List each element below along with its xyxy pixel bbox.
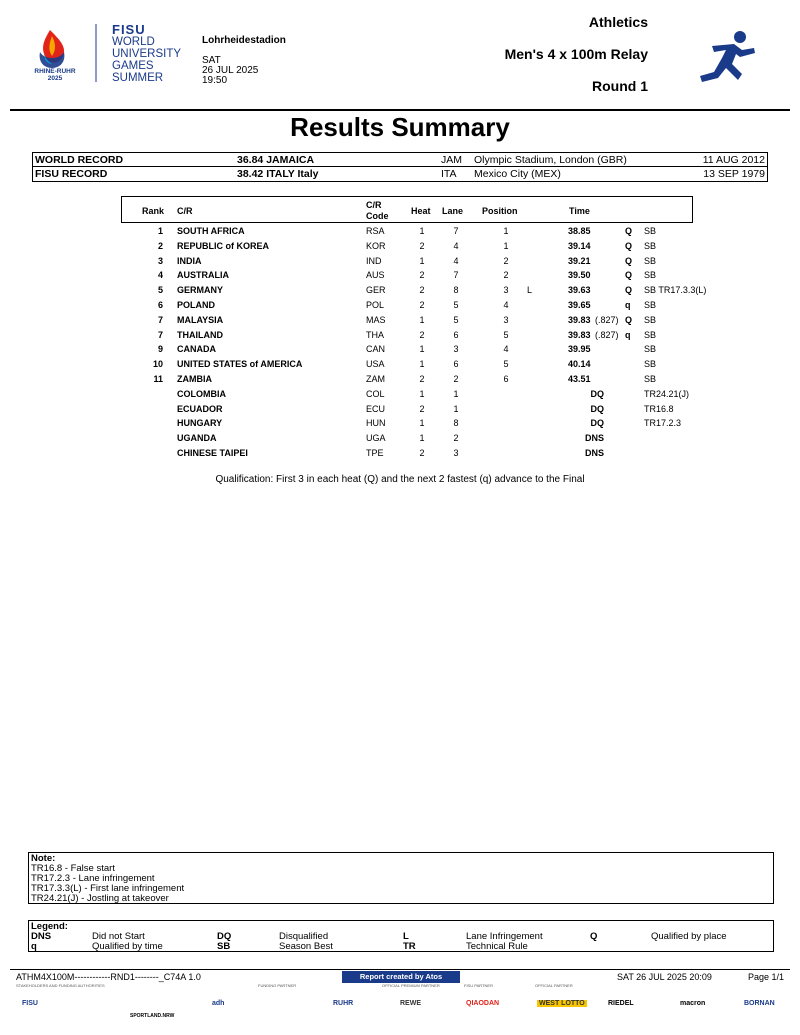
position-cell: 4 <box>503 344 509 355</box>
table-row <box>0 447 800 462</box>
qualification-cell: Q <box>625 285 633 296</box>
team-name-cell: UNITED STATES of AMERICA <box>177 359 303 370</box>
lane-cell: 7 <box>453 270 459 281</box>
team-name-cell: HUNGARY <box>177 418 223 429</box>
remarks-cell: SB <box>644 240 657 251</box>
status-cell: DQ <box>590 403 604 414</box>
heat-cell: 2 <box>419 299 425 310</box>
lane-cell: 6 <box>453 359 459 370</box>
lane-cell: 6 <box>453 329 459 340</box>
results-table-header: Rank C/R C/R Code Heat Lane Position Time <box>121 196 693 223</box>
lane-cell: 3 <box>453 344 459 355</box>
table-row <box>0 403 800 418</box>
team-name-cell: INDIA <box>177 255 202 266</box>
remarks-cell: TR17.2.3 <box>644 418 682 429</box>
qualification-cell: q <box>625 299 631 310</box>
round-title: Round 1 <box>592 78 648 94</box>
rank-cell: 6 <box>157 299 163 310</box>
position-cell: 4 <box>503 299 509 310</box>
position-cell: 1 <box>503 240 509 251</box>
lane-cell: 1 <box>453 388 459 399</box>
position-cell: 1 <box>503 226 509 236</box>
heat-cell: 2 <box>419 270 425 281</box>
sponsor-westlotto: WEST LOTTO <box>539 1000 585 1007</box>
heat-cell: 1 <box>419 418 425 429</box>
remarks-cell: TR24.21(J) <box>644 388 690 399</box>
lane-cell: 3 <box>453 447 459 458</box>
heat-cell: 2 <box>419 403 425 414</box>
heat-cell: 1 <box>419 359 425 370</box>
remarks-cell: SB TR17.3.3(L) <box>644 285 707 296</box>
position-cell: 2 <box>503 255 509 266</box>
qualification-cell: Q <box>625 226 633 236</box>
qualification-cell: Q <box>625 270 633 281</box>
qualification-cell: q <box>625 329 631 340</box>
lane-cell: 1 <box>453 403 459 414</box>
sponsor-bornan: BORNAN <box>744 1000 775 1007</box>
remarks-cell: SB <box>644 255 657 266</box>
heat-cell: 2 <box>419 373 425 384</box>
table-row <box>0 269 800 284</box>
team-name-cell: AUSTRALIA <box>177 270 229 281</box>
time-cell: 39.21 <box>568 255 591 266</box>
event-title: Men's 4 x 100m Relay <box>504 46 648 62</box>
time-cell: 39.63 <box>568 285 591 296</box>
heat-cell: 1 <box>419 388 425 399</box>
legend-box: Legend: DNS Did not Start DQ Disqualified L Lane Infringement Q Qualified by place q Qualified by time SB Season Best TR Technical Rule <box>28 920 774 952</box>
time-cell: 39.65 <box>568 299 591 310</box>
heat-cell: 1 <box>419 433 425 444</box>
table-row <box>0 240 800 255</box>
country-code-cell: KOR <box>366 240 386 251</box>
country-code-cell: USA <box>366 359 385 370</box>
rank-cell: 7 <box>157 314 163 325</box>
event-datetime: SAT 26 JUL 2025 19:50 <box>202 55 259 86</box>
country-code-cell: ZAM <box>366 373 385 384</box>
records-table <box>32 152 768 182</box>
time-cell: 39.83 <box>568 329 591 340</box>
team-name-cell: COLOMBIA <box>177 388 226 399</box>
country-code-cell: POL <box>366 299 385 310</box>
footer-divider <box>10 969 790 970</box>
fisu-record-row: FISU RECORD 38.42 ITALY Italy ITA Mexico City (MEX) 13 SEP 1979 <box>35 168 765 180</box>
position-flag-cell: L <box>527 285 533 296</box>
sponsor-adh: adh <box>212 1000 225 1007</box>
tiebreak-cell: (.827) <box>595 329 619 340</box>
qualification-cell: Q <box>625 255 633 266</box>
position-cell: 6 <box>503 373 509 384</box>
page-title: Results Summary <box>290 112 510 142</box>
table-row <box>0 329 800 344</box>
venue-name: Lohrheidestadion <box>202 35 286 46</box>
sponsor-ruhr: RUHR <box>333 1000 354 1007</box>
rank-cell: 2 <box>157 240 163 251</box>
team-name-cell: REPUBLIC of KOREA <box>177 240 269 251</box>
position-cell: 2 <box>503 270 509 281</box>
heat-cell: 2 <box>419 285 425 296</box>
team-name-cell: CANADA <box>177 344 216 355</box>
team-name-cell: GERMANY <box>177 285 224 296</box>
team-name-cell: CHINESE TAIPEI <box>177 447 248 458</box>
heat-cell: 1 <box>419 314 425 325</box>
heat-cell: 1 <box>419 255 425 266</box>
team-name-cell: POLAND <box>177 299 215 310</box>
country-code-cell: RSA <box>366 226 385 236</box>
country-code-cell: UGA <box>366 433 386 444</box>
tiebreak-cell: (.827) <box>595 314 619 325</box>
note-box: Note: TR16.8 - False start TR17.2.3 - Lane infringement TR17.3.3(L) - First lane infringement TR24.21(J) - Jostling at takeover <box>28 852 774 904</box>
rhine-ruhr-label: RHINE-RUHR 2025 <box>34 68 76 82</box>
table-row <box>0 255 800 270</box>
lane-cell: 5 <box>453 314 459 325</box>
rank-cell: 4 <box>157 270 163 281</box>
rank-cell: 7 <box>157 329 163 340</box>
world-record-row: WORLD RECORD 36.84 JAMAICA JAM Olympic Stadium, London (GBR) 11 AUG 2012 <box>35 154 765 166</box>
country-code-cell: ECU <box>366 403 386 414</box>
position-cell: 3 <box>503 314 509 325</box>
remarks-cell: SB <box>644 226 657 236</box>
sponsor-fisu: FISU <box>22 1000 38 1007</box>
table-row <box>0 373 800 388</box>
lane-cell: 4 <box>453 240 459 251</box>
official-partner-label: OFFICIAL PARTNER <box>535 983 573 988</box>
position-cell: 5 <box>503 329 509 340</box>
table-row <box>0 343 800 358</box>
table-row <box>0 225 800 240</box>
heat-cell: 2 <box>419 240 425 251</box>
stakeholders-label: STAKEHOLDERS AND FUNDING AUTHORITIES <box>16 983 105 988</box>
sponsor-rewe: REWE <box>400 1000 421 1007</box>
premium-partner-label: OFFICIAL PREMIUM PARTNER <box>382 983 440 988</box>
status-cell: DQ <box>590 418 604 429</box>
fisu-partner-label: FISU PARTNER <box>464 983 493 988</box>
header-divider <box>10 109 790 111</box>
sport-title: Athletics <box>588 14 648 30</box>
heat-cell: 2 <box>419 447 425 458</box>
rank-cell: 11 <box>153 373 163 384</box>
remarks-cell: SB <box>644 329 657 340</box>
team-name-cell: SOUTH AFRICA <box>177 226 245 236</box>
time-cell: 43.51 <box>568 373 591 384</box>
status-cell: DQ <box>590 388 604 399</box>
team-name-cell: MALAYSIA <box>177 314 224 325</box>
brand-wordmark: FISU WORLD UNIVERSITY GAMES SUMMER <box>112 22 182 84</box>
table-row <box>0 299 800 314</box>
table-row <box>0 284 800 299</box>
qualification-cell: Q <box>625 314 633 325</box>
funding-partner-label: FUNDING PARTNER <box>258 983 297 988</box>
remarks-cell: TR16.8 <box>644 403 674 414</box>
country-code-cell: IND <box>366 255 382 266</box>
heat-cell: 2 <box>419 329 425 340</box>
table-row <box>0 417 800 432</box>
table-row <box>0 358 800 373</box>
team-name-cell: ZAMBIA <box>177 373 212 384</box>
remarks-cell: SB <box>644 373 657 384</box>
rank-cell: 10 <box>152 359 163 370</box>
lane-cell: 5 <box>453 299 459 310</box>
time-cell: 39.95 <box>568 344 591 355</box>
qualification-note: Qualification: First 3 in each heat (Q) and the next 2 fastest (q) advance to the Final <box>215 474 585 485</box>
country-code-cell: MAS <box>366 314 386 325</box>
country-code-cell: GER <box>366 285 386 296</box>
heat-cell: 1 <box>419 344 425 355</box>
table-row <box>0 432 800 447</box>
athletics-runner-icon <box>698 30 760 86</box>
country-code-cell: HUN <box>366 418 386 429</box>
lane-cell: 2 <box>453 373 459 384</box>
qualification-cell: Q <box>625 240 633 251</box>
remarks-cell: SB <box>644 270 657 281</box>
team-name-cell: THAILAND <box>177 329 223 340</box>
team-name-cell: UGANDA <box>177 433 217 444</box>
table-row <box>0 314 800 329</box>
sponsor-macron: macron <box>680 1000 706 1007</box>
lane-cell: 2 <box>453 433 459 444</box>
time-cell: 39.50 <box>568 270 591 281</box>
lane-cell: 7 <box>453 226 459 236</box>
country-code-cell: THA <box>366 329 384 340</box>
time-cell: 40.14 <box>568 359 591 370</box>
remarks-cell: SB <box>644 359 657 370</box>
remarks-cell: SB <box>644 299 657 310</box>
report-datetime: SAT 26 JUL 2025 20:09 <box>617 972 712 982</box>
remarks-cell: SB <box>644 344 657 355</box>
country-code-cell: AUS <box>366 270 385 281</box>
country-code-cell: CAN <box>366 344 386 355</box>
status-cell: DNS <box>584 433 604 444</box>
rank-cell: 5 <box>157 285 163 296</box>
country-code-cell: TPE <box>366 447 384 458</box>
heat-cell: 1 <box>419 226 425 236</box>
table-row <box>0 388 800 403</box>
report-created-banner: Report created by Atos <box>342 971 460 983</box>
rank-cell: 9 <box>157 344 163 355</box>
team-name-cell: ECUADOR <box>177 403 223 414</box>
rank-cell: 1 <box>157 226 163 236</box>
time-cell: 38.85 <box>568 226 591 236</box>
status-cell: DNS <box>584 447 604 458</box>
time-cell: 39.14 <box>568 240 591 251</box>
sponsor-qiaodan: QIAODAN <box>466 1000 500 1007</box>
position-cell: 3 <box>503 285 509 296</box>
document-code: ATHM4X100M------------RND1--------_C74A 1.0 <box>16 972 201 982</box>
rank-cell: 3 <box>157 255 163 266</box>
lane-cell: 8 <box>453 418 459 429</box>
position-cell: 5 <box>503 359 509 370</box>
time-cell: 39.83 <box>568 314 591 325</box>
country-code-cell: COL <box>366 388 385 399</box>
sponsor-sportland: SPORTLAND.NRW <box>130 1013 175 1019</box>
remarks-cell: SB <box>644 314 657 325</box>
lane-cell: 4 <box>453 255 459 266</box>
results-rows <box>0 225 800 462</box>
sponsor-riedel: RIEDEL <box>608 1000 634 1007</box>
page-number: Page 1/1 <box>747 972 784 982</box>
lane-cell: 8 <box>453 285 459 296</box>
